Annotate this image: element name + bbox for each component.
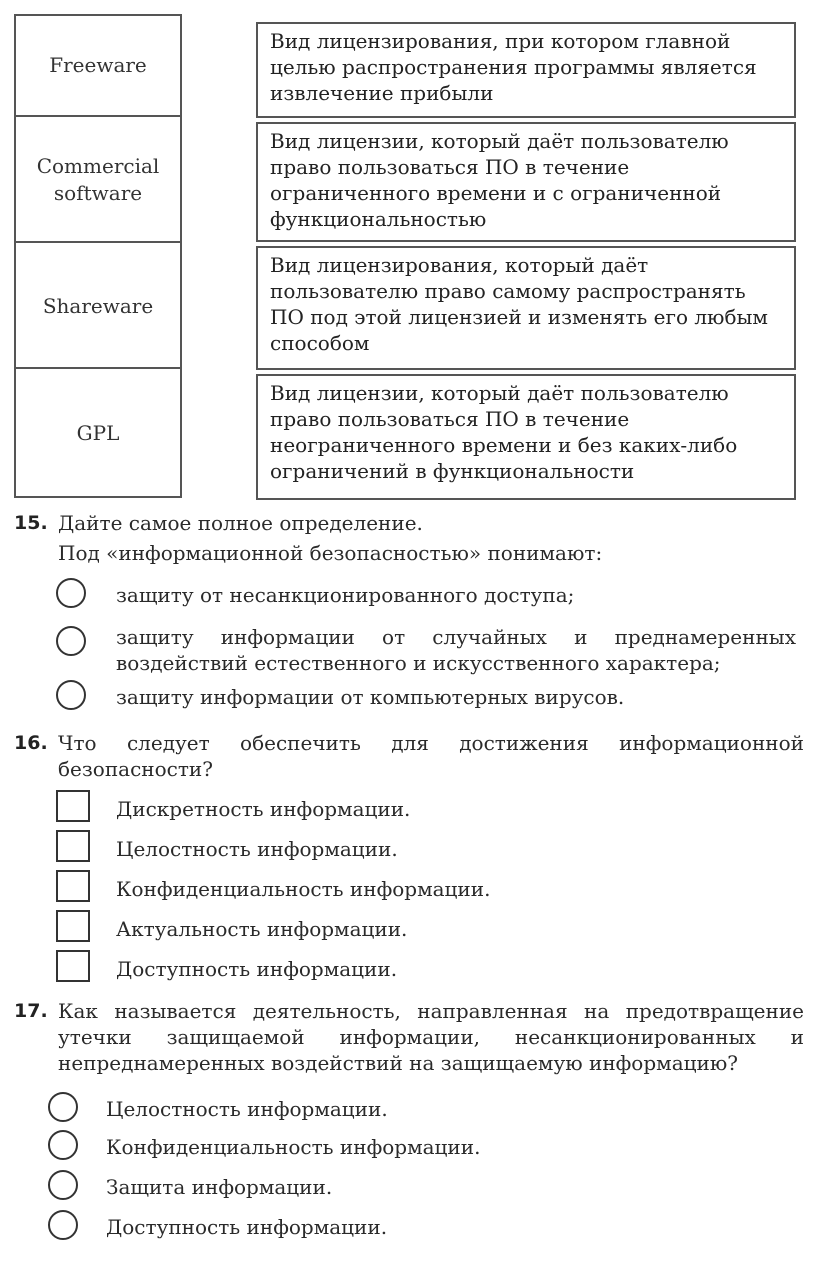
- option-label: Защита информации.: [106, 1175, 333, 1199]
- question-number: 15.: [14, 512, 48, 534]
- q16-option-2[interactable]: [56, 830, 796, 864]
- checkbox[interactable]: [56, 790, 90, 822]
- definition-box: [256, 246, 796, 370]
- term-commercial-software: [16, 115, 180, 243]
- checkbox[interactable]: [56, 870, 90, 902]
- q17-option-4[interactable]: [48, 1210, 788, 1242]
- q16-option-3[interactable]: [56, 870, 796, 904]
- question-text: Как называется деятельность, направленная на предотвращение утечки защищаемой информации, несанкционированных и непреднамеренных воздействий на защищаемую информацию?: [58, 999, 804, 1075]
- q15-option-1[interactable]: [56, 578, 796, 610]
- question-number: 17.: [14, 1000, 48, 1022]
- q17-option-1[interactable]: [48, 1092, 788, 1124]
- definition-box: [256, 122, 796, 242]
- question-15: [14, 510, 804, 566]
- option-label: защиту от несанкционированного доступа;: [116, 583, 575, 607]
- q15-option-3[interactable]: [56, 680, 796, 712]
- checkbox[interactable]: [56, 910, 90, 942]
- question-number: 16.: [14, 732, 48, 754]
- q16-option-1[interactable]: [56, 790, 796, 824]
- option-label: Актуальность информации.: [116, 917, 408, 941]
- q16-option-4[interactable]: [56, 910, 796, 944]
- term-label: Freeware: [49, 53, 147, 77]
- checkbox[interactable]: [56, 950, 90, 982]
- question-text: Под «информационной безопасностью» понимают:: [58, 541, 603, 565]
- term-label: Shareware: [42, 293, 154, 318]
- definition-text: Вид лицензии, который даёт пользователю право пользоваться ПО в течение ограниченного времени и с ограниченной функциональностью: [270, 129, 729, 231]
- q17-option-2[interactable]: [48, 1130, 788, 1162]
- definition-box: [256, 22, 796, 118]
- q15-option-2[interactable]: [56, 624, 796, 680]
- term-gpl: [16, 367, 180, 498]
- q17-option-3[interactable]: [48, 1170, 788, 1202]
- question-16: [14, 730, 804, 782]
- definition-text: Вид лицензии, который даёт пользователю право пользоваться ПО в течение неограниченного времени и без каких-либо ограничений в функциональности: [270, 381, 738, 483]
- definition-text: Вид лицензирования, при котором главной целью распространения программы является извлечение прибыли: [270, 29, 757, 105]
- definition-box: [256, 374, 796, 500]
- question-instruction: Дайте самое полное определение.: [58, 511, 423, 535]
- definition-text: Вид лицензирования, который даёт пользователю право самому распространять ПО под этой лицензией и изменять его любым способом: [270, 253, 768, 355]
- q16-option-5[interactable]: [56, 950, 796, 984]
- option-label: Доступность информации.: [106, 1215, 388, 1239]
- radio-button[interactable]: [56, 626, 86, 656]
- radio-button[interactable]: [56, 680, 86, 710]
- radio-button[interactable]: [56, 578, 86, 608]
- radio-button[interactable]: [48, 1210, 78, 1240]
- option-label: Доступность информации.: [116, 957, 398, 981]
- term-label: GPL: [76, 421, 120, 445]
- option-label: Конфиденциальность информации.: [106, 1135, 481, 1159]
- question-text: Что следует обеспечить для достижения информационной безопасности?: [58, 731, 804, 781]
- term-label: Commercial software: [36, 154, 160, 205]
- option-label: Конфиденциальность информации.: [116, 877, 491, 901]
- option-label: Целостность информации.: [106, 1097, 388, 1121]
- option-label: Целостность информации.: [116, 837, 398, 861]
- checkbox[interactable]: [56, 830, 90, 862]
- radio-button[interactable]: [48, 1130, 78, 1160]
- radio-button[interactable]: [48, 1092, 78, 1122]
- option-label: Дискретность информации.: [116, 797, 411, 821]
- term-freeware: [16, 16, 180, 115]
- option-label: защиту информации от случайных и преднамеренных воздействий естественного и искусственного характера;: [116, 625, 796, 675]
- license-terms-table: [14, 14, 182, 498]
- question-17: [14, 998, 804, 1076]
- option-label: защиту информации от компьютерных вирусов.: [116, 685, 625, 709]
- term-shareware: [16, 241, 180, 369]
- radio-button[interactable]: [48, 1170, 78, 1200]
